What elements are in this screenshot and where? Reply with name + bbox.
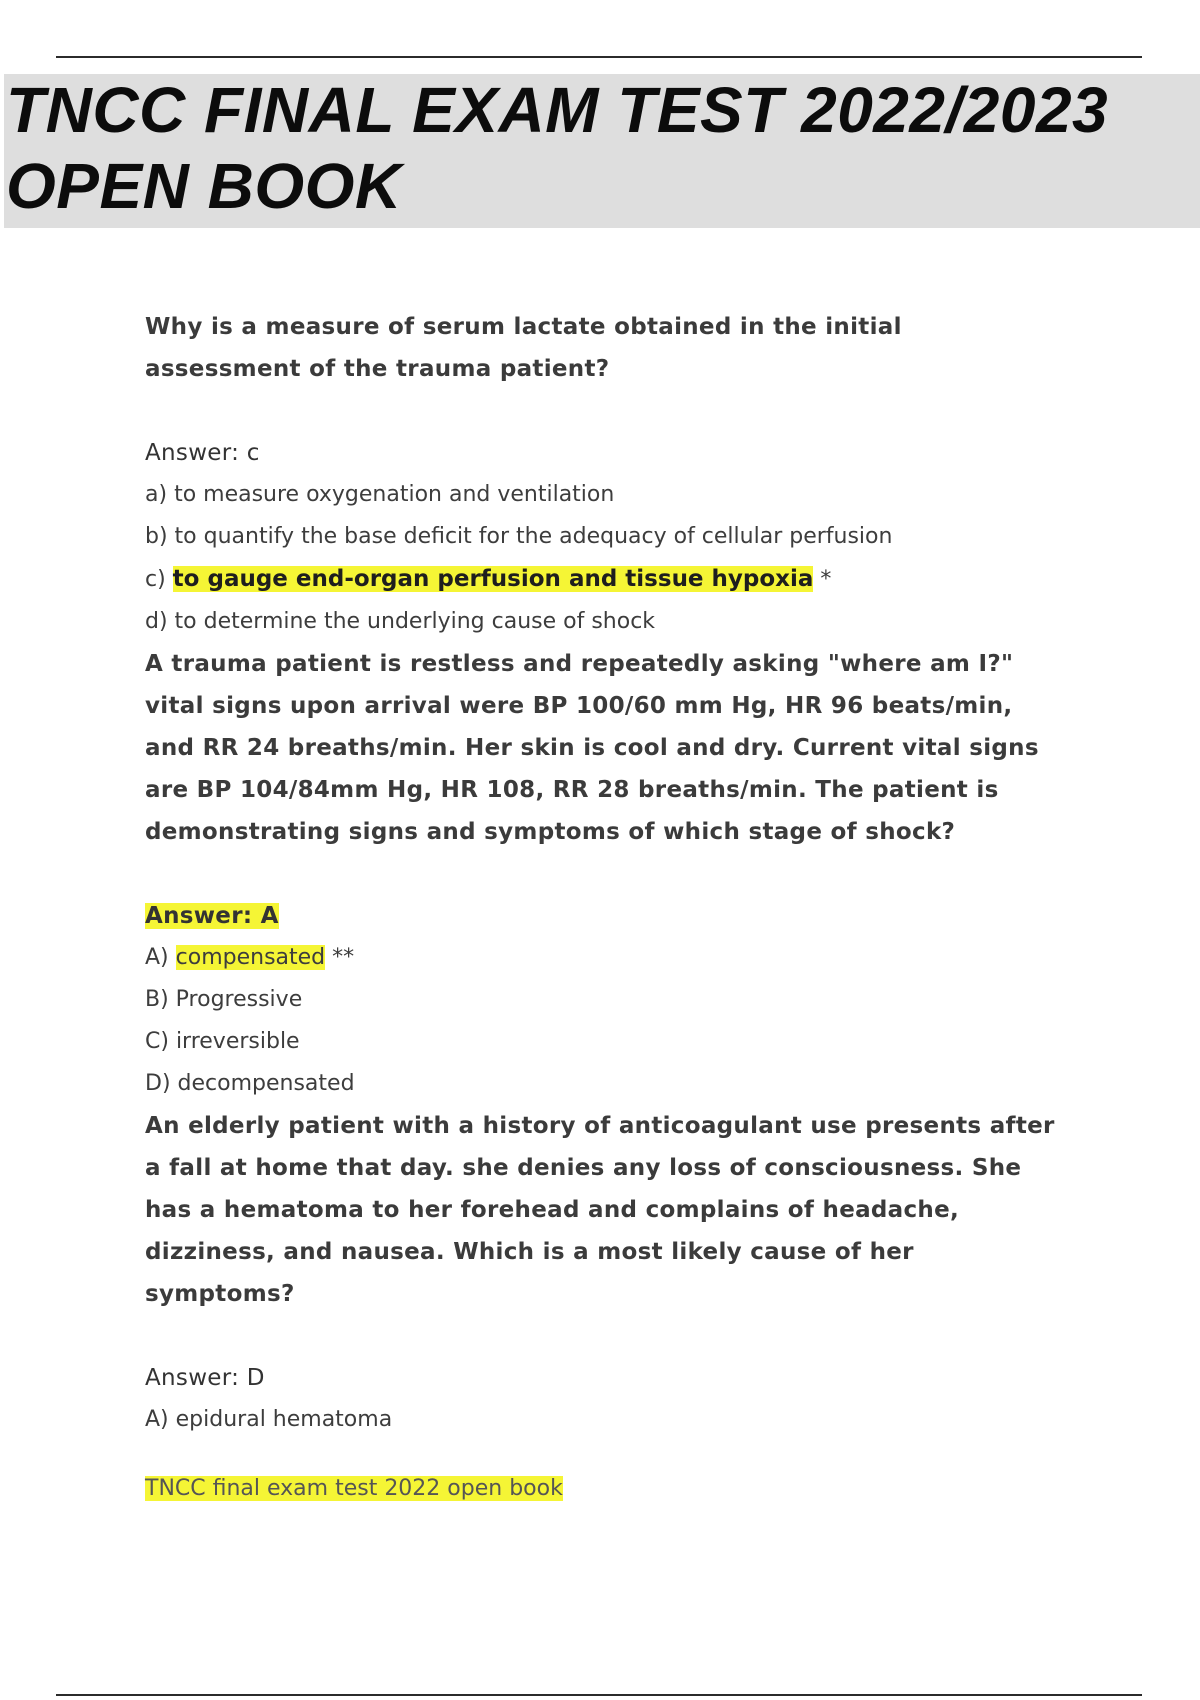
option-text: irreversible [175, 1029, 300, 1054]
question-text-line: An elderly patient with a history of anticoagulant use presents after [145, 1113, 1055, 1139]
option-prefix: D) [145, 1071, 178, 1096]
question-text-line: are BP 104/84mm Hg, HR 108, RR 28 breaths/min. The patient is [145, 777, 999, 803]
top-rule [56, 56, 1142, 58]
question-text-line: demonstrating signs and symptoms of which stage of shock? [145, 819, 956, 845]
option-marker: ** [325, 945, 355, 970]
answer-option-c [145, 558, 1105, 601]
answer-option-c [145, 1021, 1105, 1063]
answer-option-a [145, 474, 1105, 516]
option-marker: * [813, 567, 832, 592]
question-3 [145, 1105, 1105, 1441]
option-prefix: C) [145, 1029, 176, 1054]
question-text-line: has a hematoma to her forehead and complains of headache, [145, 1197, 960, 1223]
option-prefix: A) [145, 1407, 176, 1432]
question-text-line: and RR 24 breaths/min. Her skin is cool and dry. Current vital signs [145, 735, 1039, 761]
answer-option-a [145, 937, 1105, 979]
bottom-rule [56, 1694, 1142, 1696]
footer-link[interactable] [145, 1473, 1105, 1505]
document-title [6, 72, 1108, 224]
title-line-1: TNCC FINAL EXAM TEST 2022/2023 [6, 74, 1109, 146]
question-text-line: vital signs upon arrival were BP 100/60 mm Hg, HR 96 beats/min, [145, 693, 1013, 719]
option-prefix: d) [145, 609, 175, 634]
answer-key-highlight: Answer: A [145, 903, 279, 929]
option-prefix: c) [145, 567, 173, 592]
option-text: to measure oxygenation and ventilation [174, 482, 615, 507]
question-text-line: assessment of the trauma patient? [145, 356, 610, 382]
answer-option-d [145, 601, 1105, 643]
option-text: Progressive [175, 987, 303, 1012]
option-prefix: b) [145, 524, 175, 549]
option-prefix: a) [145, 482, 175, 507]
option-text: epidural hematoma [175, 1407, 393, 1432]
question-text-line: dizziness, and nausea. Which is a most likely cause of her [145, 1239, 914, 1265]
question-text-line: symptoms? [145, 1281, 295, 1307]
question-text-line: Why is a measure of serum lactate obtained in the initial [145, 314, 902, 340]
title-line-2: OPEN BOOK [6, 150, 402, 222]
option-prefix: B) [145, 987, 176, 1012]
option-text: to determine the underlying cause of shock [174, 609, 656, 634]
answer-key: Answer: c [145, 440, 260, 466]
answer-key: Answer: D [145, 1365, 265, 1391]
footer-link-text[interactable]: TNCC final exam test 2022 open book [145, 1476, 563, 1501]
option-prefix: A) [145, 945, 176, 970]
option-text: to quantify the base deficit for the adequacy of cellular perfusion [174, 524, 893, 549]
option-text: decompensated [177, 1071, 355, 1096]
answer-option-a [145, 1399, 1105, 1441]
answer-option-b [145, 516, 1105, 558]
question-text-line: A trauma patient is restless and repeatedly asking "where am I?" [145, 651, 1014, 677]
question-2 [145, 643, 1105, 1105]
answer-option-d [145, 1063, 1105, 1105]
question-text-line: a fall at home that day. she denies any loss of consciousness. She [145, 1155, 1022, 1181]
exam-content [145, 306, 1105, 1505]
question-1 [145, 306, 1105, 643]
correct-option-text: compensated [175, 945, 326, 970]
answer-option-b [145, 979, 1105, 1021]
answer-key [145, 895, 1105, 937]
correct-option-text: to gauge end-organ perfusion and tissue hypoxia [172, 566, 814, 592]
